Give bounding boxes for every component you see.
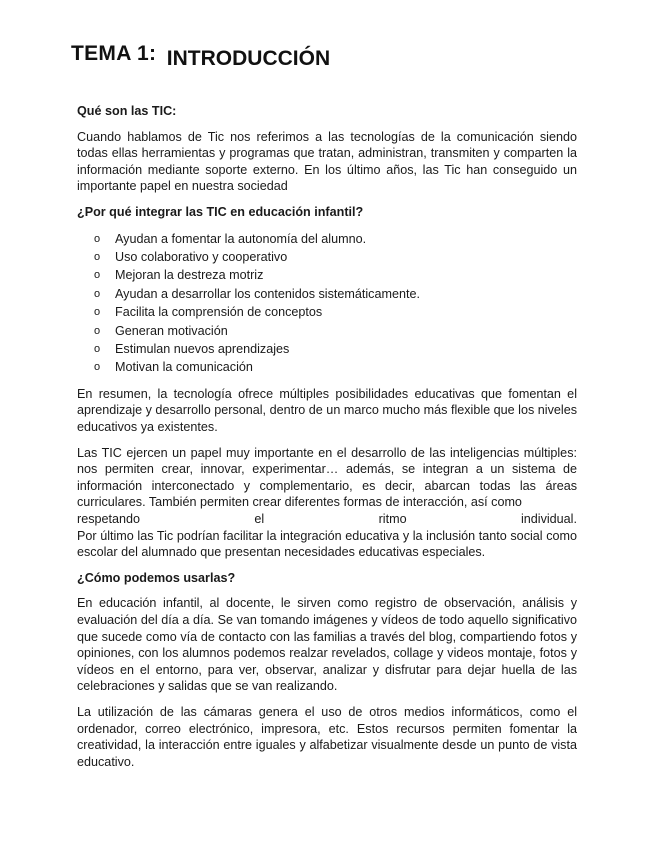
paragraph-que-son: Cuando hablamos de Tic nos referimos a las tecnologías de la comunicación siendo todas ellas herramientas y programas que tratan, administran, transmiten y comparten la información mediante soporte externo. En los último años, las Tic han conseguido un importante papel en nuestra sociedad <box>77 129 577 194</box>
word: individual. <box>520 511 577 526</box>
list-item <box>77 230 577 248</box>
bullet-icon: o <box>94 306 101 319</box>
list-item <box>77 248 577 266</box>
paragraph-educacion-infantil: En educación infantil, al docente, le sirven como registro de observación, análisis y evaluación del día a día. Se van tomando imágenes y vídeos de todo aquello significativo que sucede como vía de contacto con las familias a través del blog, compartiendo fotos y opiniones, con los alumnos podemos realzar revelados, collage y videos montaje, fotos y vídeos en el entorno, para ver, observar, analizar y disfrutar para dejar huella de las celebraciones y salidas que se van realizando. <box>77 596 577 694</box>
word: respetando <box>77 511 141 526</box>
list-item-text: Ayudan a fomentar la autonomía del alumno. <box>115 231 367 246</box>
list-item <box>77 266 577 284</box>
bullet-icon: o <box>94 232 101 245</box>
title-main: INTRODUCCIÓN <box>166 47 331 70</box>
title-prefix: TEMA 1: <box>71 42 157 65</box>
list-item-text: Uso colaborativo y cooperativo <box>115 249 288 264</box>
section-heading-que-son: Qué son las TIC: <box>77 104 177 118</box>
bullet-icon: o <box>94 343 101 355</box>
list-item-text: Mejoran la destreza motriz <box>115 268 264 283</box>
word: ritmo <box>378 511 407 526</box>
bullet-icon: o <box>94 324 101 337</box>
list-item-text: Estimulan nuevos aprendizajes <box>115 342 290 356</box>
paragraph-inteligencias: Las TIC ejercen un papel muy importante en el desarrollo de las inteligencias múltiples: nos permiten crear, innovar, experimentar… además, se integran a un sistema de información interconectado y complementario, es decir, abarcan todas las áreas curriculares. También permiten crear diferentes formas de interacción, así como <box>77 445 577 510</box>
paragraph-inclusion: Por último las Tic podrían facilitar la integración educativa y la inclusión tanto social como escolar del alumnado que presentan necesidades educativas especiales. <box>77 528 577 560</box>
list-item <box>77 322 577 340</box>
paragraph-camaras: La utilización de las cámaras genera el uso de otros medios informáticos, como el ordenador, correo electrónico, impresora, etc. Estos recursos permiten fomentar la creatividad, la interacción entre iguales y alfabetizar visualmente desde un punto de vista educativo. <box>77 704 577 769</box>
bullet-icon: o <box>94 250 101 263</box>
section-heading-por-que: ¿Por qué integrar las TIC en educación infantil? <box>77 204 364 219</box>
list-item-text: Generan motivación <box>115 323 228 338</box>
section-heading-como-usarlas: ¿Cómo podemos usarlas? <box>77 570 236 585</box>
bullet-icon: o <box>94 287 101 300</box>
list-item <box>77 340 577 358</box>
bullet-icon: o <box>94 361 101 374</box>
paragraph-resumen: En resumen, la tecnología ofrece múltiples posibilidades educativas que fomentan el aprendizaje y desarrollo personal, dentro de un marco mucho más flexible que los niveles educativos ya existentes. <box>77 386 577 434</box>
document-body <box>77 103 577 779</box>
list-item-text: Motivan la comunicación <box>115 360 253 375</box>
list-item-text: Facilita la comprensión de conceptos <box>115 305 323 320</box>
benefits-list <box>77 230 577 377</box>
page-title <box>71 42 331 70</box>
bullet-icon: o <box>94 269 101 282</box>
paragraph-inteligencias-last-line <box>77 511 577 528</box>
list-item <box>77 285 577 303</box>
list-item-text: Ayudan a desarrollar los contenidos sistemáticamente. <box>115 286 420 301</box>
word: el <box>254 511 265 526</box>
list-item <box>77 303 577 321</box>
list-item <box>77 358 577 376</box>
